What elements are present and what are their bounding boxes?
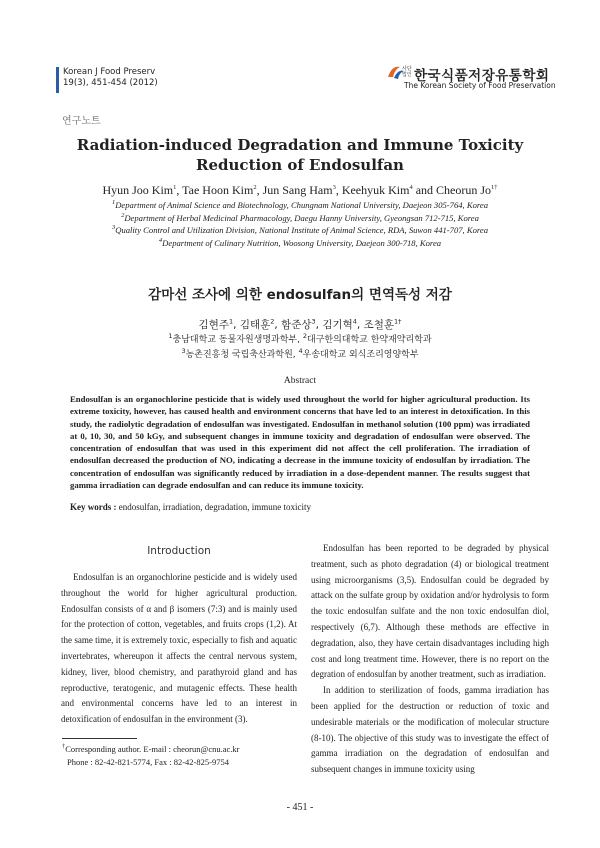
korean-author-list [40,317,560,332]
author-separator: , [256,183,263,197]
affiliation-sup: 3 [181,347,186,355]
affiliation-sup: 3 [111,224,116,232]
author-sup: 3 [332,184,336,191]
paragraph: In addition to sterilization of foods, gamma irradiation has been applied for the destruction or reduction of toxic and undesirable materials or the modification of molecular structure (8-10). The objective of this study was to investigate the effect of gamma irradiation on the degradation of endosulfan and subsequent changes in immune toxicity using [311,685,549,775]
article-category: 연구노트 [62,116,101,127]
footnote-phone: Phone : 82-42-821-5774, Fax : 82-42-825-9754 [67,757,229,767]
author-name: 김기혁 [322,319,353,331]
author-name: 조철훈 [363,319,395,331]
korean-affiliation-line [40,333,560,347]
affiliation-sup: 1 [111,199,116,207]
article-title: Radiation-induced Degradation and Immune Toxicity Reduction of Endosulfan [76,136,524,174]
author-sup: 1 [228,317,234,326]
author-sup: 2 [253,184,257,191]
affiliation [40,224,560,237]
keywords-text: endosulfan, irradiation, degradation, immune toxicity [118,502,311,512]
journal-reference [63,67,158,89]
affiliation-text: 충남대학교 동물자원생명과학부 [172,335,298,345]
affiliation-sup: 1 [168,332,173,340]
society-name-english: The Korean Society of Food Preservation [404,81,556,90]
introduction-heading: Introduction [147,545,211,557]
author-separator: , [315,319,323,331]
affiliation-text: Department of Animal Science and Biotechnology, Chungnam National University, Daejeon 305-764, Korea [115,200,489,210]
affiliation-sup: 2 [302,332,307,340]
author-sup: 1 [173,184,177,191]
paragraph: Endosulfan is an organochlorine pesticide and is widely used throughout the world for higher agricultural production. Endosulfan consists of α and β isomers (7:3) and is mainly used for the protection of cotton, vegetables, and fruits crops (1,2). At the same time, it is extremely toxic, especially to fish and aquatic invertebrates, whereupon it affects the central nervous system, kidney, liver, blood chemistry, and parathyroid gland and has reproductive, teratogenic, and mutagenic effects. These health and environmental concerns have led to an interest in detoxification of endosulfan in the environment (3). [61,572,297,725]
keywords-label: Key words : [70,502,117,512]
footnote-email: Corresponding author. E-mail : cheorun@cnu.ac.kr [65,744,240,754]
footnote-corresponding [62,743,240,755]
journal-name: Korean J Food Preserv [63,67,156,77]
author-name: 김태훈 [239,319,271,331]
affiliation-sup: 4 [158,236,163,244]
affiliation-text: 농촌진흥청 국립축산과학원 [185,350,293,360]
society-legal-tag: 사단 법인 [402,66,412,78]
abstract-heading: Abstract [283,376,317,386]
comma-separator: , [297,335,303,345]
author-separator: , [176,183,183,197]
journal-accent-bar [56,67,59,93]
author-name: Hyun Joo Kim [102,183,174,197]
author-sup: 4 [352,317,357,326]
author-list [40,183,560,198]
author-sup: 4 [409,184,413,191]
author-separator: , [356,319,364,331]
author-sup: 3 [311,317,316,326]
author-separator: , [274,319,282,331]
author-separator: , [335,183,342,197]
dagger-mark: † [62,743,66,751]
footnote-rule [62,738,137,739]
author-separator: and [412,183,437,197]
affiliation-text: Quality Control and Utilization Division, National Institute of Animal Science, RDA, Suwon 441-707, Korea [115,225,489,235]
author-separator: , [233,319,240,331]
comma-separator: , [292,350,299,360]
author-sup: 1† [491,184,498,191]
affiliation-sup: 4 [298,347,303,355]
page-number: - 451 - [286,802,314,813]
left-column [61,570,297,728]
affiliation [40,212,560,225]
affiliation-text: 우송대학교 외식조리영양학부 [302,350,419,360]
keywords [70,502,311,512]
author-sup: 2 [270,317,275,326]
abstract-body: Endosulfan is an organochlorine pesticide that is widely used throughout the world for higher agricultural production. Its extreme toxicity, however, has caused health and environment concerns that have led to an interest in detoxification. In this study, the radiolytic degradation of endosulfan was investigated. Endosulfan in methanol solution (100 ppm) was irradiated at 0, 10, 30, and 50 kGy, and subsequent changes in immune toxicity and degradation of endosulfan were observed. The concentration of endosulfan that was used in this experiment did not affect the cell proliferation. The irradiation of endosulfan decreased the production of NO, indicating a decrease in the immune toxicity of endosulfan by irradiation. The concentration of endosulfan was significantly reduced by irradiation in a dose-dependent manner. The results suggest that gamma irradiation can degrade endosulfan and can reduce its immune toxicity. [70,394,530,491]
korean-affiliation-line [40,348,560,362]
affiliation-text: Department of Herbal Medicinal Pharmacology, Daegu Hanny University, Gyeongsan 712-715, Korea [124,212,479,223]
author-name: Cheorun Jo [436,183,492,197]
author-sup: 1† [394,317,402,326]
author-name: 함준상 [281,319,312,331]
author-name: Jun Sang Ham [262,183,333,197]
author-name: Keehyuk Kim [341,183,410,197]
right-column [311,541,549,778]
paragraph: Endosulfan has been reported to be degraded by physical treatment, such as photo degradation (4) or biological treatment using microorganisms (3,5). Endosulfan could be degraded by attack on the sulfate group by oxidation and/or hydrolysis to form the toxic endosulfan sulfate and the non toxic endosulfan diol, respectively (6,7). Although these methods are effective in degradation, also, they have certain disadvantages including high cost and long treatment time. However, there is no report on the degration of endosulfan by another treatment, such as irradiation. [311,543,549,680]
affiliation-text: 대구한의대학교 한약재약리학과 [307,335,432,345]
author-name: 김현주 [198,319,229,331]
affiliation [40,199,560,212]
affiliation-sup: 2 [121,211,125,219]
korean-title: 감마선 조사에 의한 endosulfan의 면역독성 저감 [148,287,452,303]
society-name: 한국식품저장유통학회 [414,68,550,84]
journal-volume: 19(3), 451-454 (2012) [63,78,158,88]
affiliation-text: Department of Culinary Nutrition, Woosong University, Daejeon 300-718, Korea [162,237,442,248]
affiliation [40,237,560,250]
author-name: Tae Hoon Kim [182,183,254,197]
